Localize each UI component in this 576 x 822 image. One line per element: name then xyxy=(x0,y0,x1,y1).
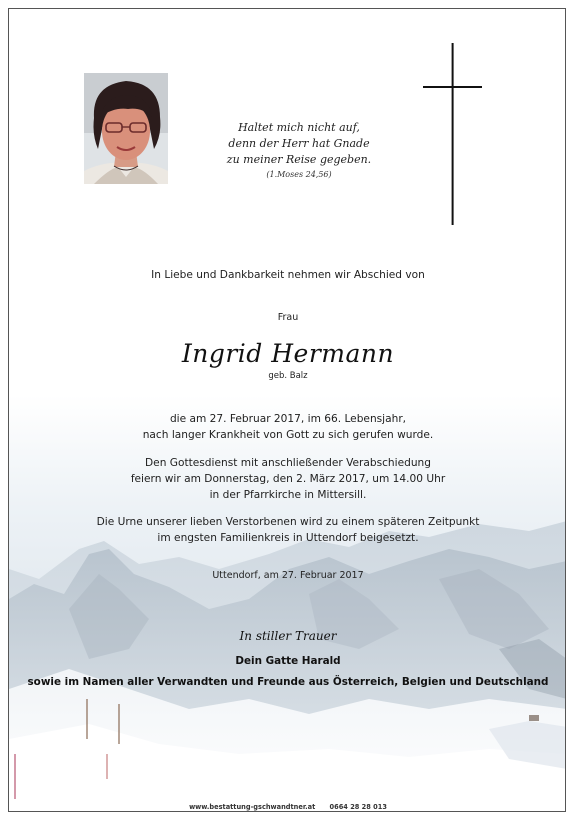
footer-phone: 0664 28 28 013 xyxy=(329,803,387,811)
mourning-title: In stiller Trauer xyxy=(239,629,337,643)
place-date: Uttendorf, am 27. Februar 2017 xyxy=(212,570,364,581)
bible-verse xyxy=(189,120,409,181)
birth-name: geb. Balz xyxy=(268,371,308,381)
paragraph-line: die am 27. Februar 2017, im 66. Lebensjahr, xyxy=(169,413,407,425)
intro-text: In Liebe und Dankbarkeit nehmen wir Abschied von xyxy=(151,269,425,281)
mourner-primary: Dein Gatte Harald xyxy=(235,655,341,667)
footer-website: www.bestattung-gschwandtner.at xyxy=(189,803,316,811)
verse-line: denn der Herr hat Gnade xyxy=(228,137,370,150)
obituary-card xyxy=(8,8,566,812)
paragraph-line: Die Urne unserer lieben Verstorbenen wird zu einem späteren Zeitpunkt xyxy=(96,516,480,528)
paragraph-line: feiern wir am Donnerstag, den 2. März 2017, um 14.00 Uhr xyxy=(130,473,446,485)
paragraph-line: in der Pfarrkirche in Mittersill. xyxy=(209,489,367,501)
paragraph-line: im engsten Familienkreis in Uttendorf beigesetzt. xyxy=(157,532,419,544)
verse-line: zu meiner Reise gegeben. xyxy=(226,153,372,166)
service-paragraph xyxy=(9,455,566,503)
verse-line: Haltet mich nicht auf, xyxy=(238,121,360,134)
portrait-photo xyxy=(84,73,168,184)
deceased-name: Ingrid Hermann xyxy=(181,339,395,368)
cross-icon xyxy=(423,43,483,225)
mourner-others: sowie im Namen aller Verwandten und Freunde aus Österreich, Belgien und Deutschland xyxy=(27,676,549,688)
paragraph-line: nach langer Krankheit von Gott zu sich gerufen wurde. xyxy=(142,429,434,441)
footer xyxy=(9,803,566,811)
paragraph-line: Den Gottesdienst mit anschließender Verabschiedung xyxy=(145,457,431,469)
salutation: Frau xyxy=(277,312,299,323)
verse-reference: (1.Moses 24,56) xyxy=(266,170,332,179)
death-paragraph xyxy=(9,411,566,443)
urn-paragraph xyxy=(9,514,566,546)
